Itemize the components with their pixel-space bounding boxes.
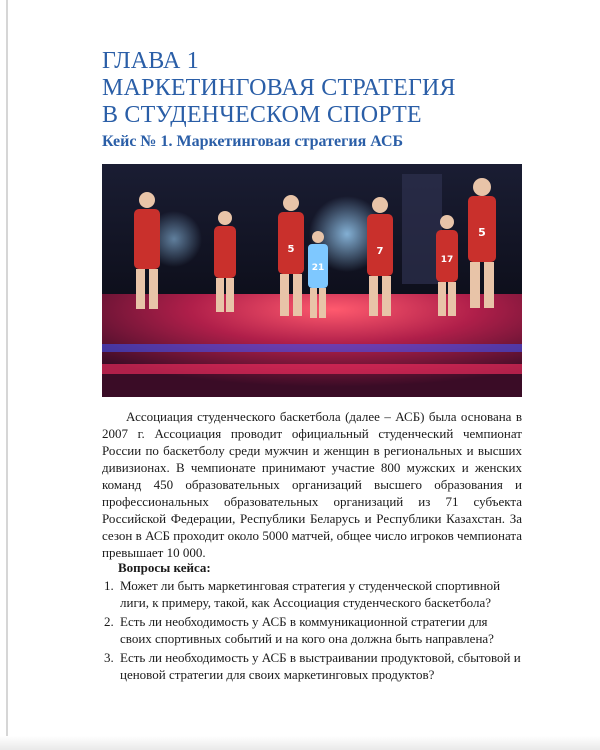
chapter-title-line-1: МАРКЕТИНГОВАЯ СТРАТЕГИЯ xyxy=(102,75,456,101)
question-number: 2. xyxy=(104,614,114,629)
question-number: 3. xyxy=(104,650,114,665)
jersey-number: 17 xyxy=(440,255,454,265)
questions-title: Вопросы кейса: xyxy=(118,560,211,575)
team-photo-illustration xyxy=(102,164,522,397)
question-number: 1. xyxy=(104,578,114,593)
jersey-number: 5 xyxy=(287,244,295,255)
page-bottom-edge xyxy=(0,736,600,750)
court-led-strip xyxy=(102,344,522,352)
question-item xyxy=(102,577,522,611)
court-led-strip-2 xyxy=(102,364,522,374)
case-title: Кейс № 1. Маркетинговая стратегия АСБ xyxy=(102,133,404,150)
case-description-paragraph: Ассоциация студенческого баскетбола (далее – АСБ) была основана в 2007 г. Ассоциация проводит официальный студенческий чемпионат России по баскетболу среди мужчин и женщин в региональных и высших дивизионах. В чемпионате принимают участие 800 мужских и женских команд 450 образовательных организаций высшего образования и профессиональных образовательных организаций из 71 субъекта Российской Федерации, Республики Беларусь и Республики Казахстан. За сезон в АСБ проходит около 5000 матчей, общее число игроков чемпионата превышает 10 000. xyxy=(102,409,522,560)
basketball-team-photo xyxy=(102,164,522,397)
question-text: Есть ли необходимость у АСБ в выстраивании продуктовой, сбытовой и ценовой стратегии для своих маркетинговых продуктов? xyxy=(120,650,521,682)
question-item xyxy=(102,649,522,683)
questions-list xyxy=(102,577,522,685)
chapter-title-line-2: В СТУДЕНЧЕСКОМ СПОРТЕ xyxy=(102,102,422,128)
jersey-number: 7 xyxy=(376,246,384,257)
jersey-number: 5 xyxy=(478,226,486,239)
question-text: Есть ли необходимость у АСБ в коммуникационной стратегии для своих спортивных событий и на кого она должна быть направлена? xyxy=(120,614,494,646)
question-item xyxy=(102,613,522,647)
jersey-number: 21 xyxy=(311,263,325,273)
page-binding-edge xyxy=(6,0,8,750)
chapter-heading xyxy=(102,48,552,129)
question-text: Может ли быть маркетинговая стратегия у студенческой спортивной лиги, к примеру, такой, как Ассоциация студенческого баскетбола? xyxy=(120,578,501,610)
chapter-label: ГЛАВА 1 xyxy=(102,48,199,74)
